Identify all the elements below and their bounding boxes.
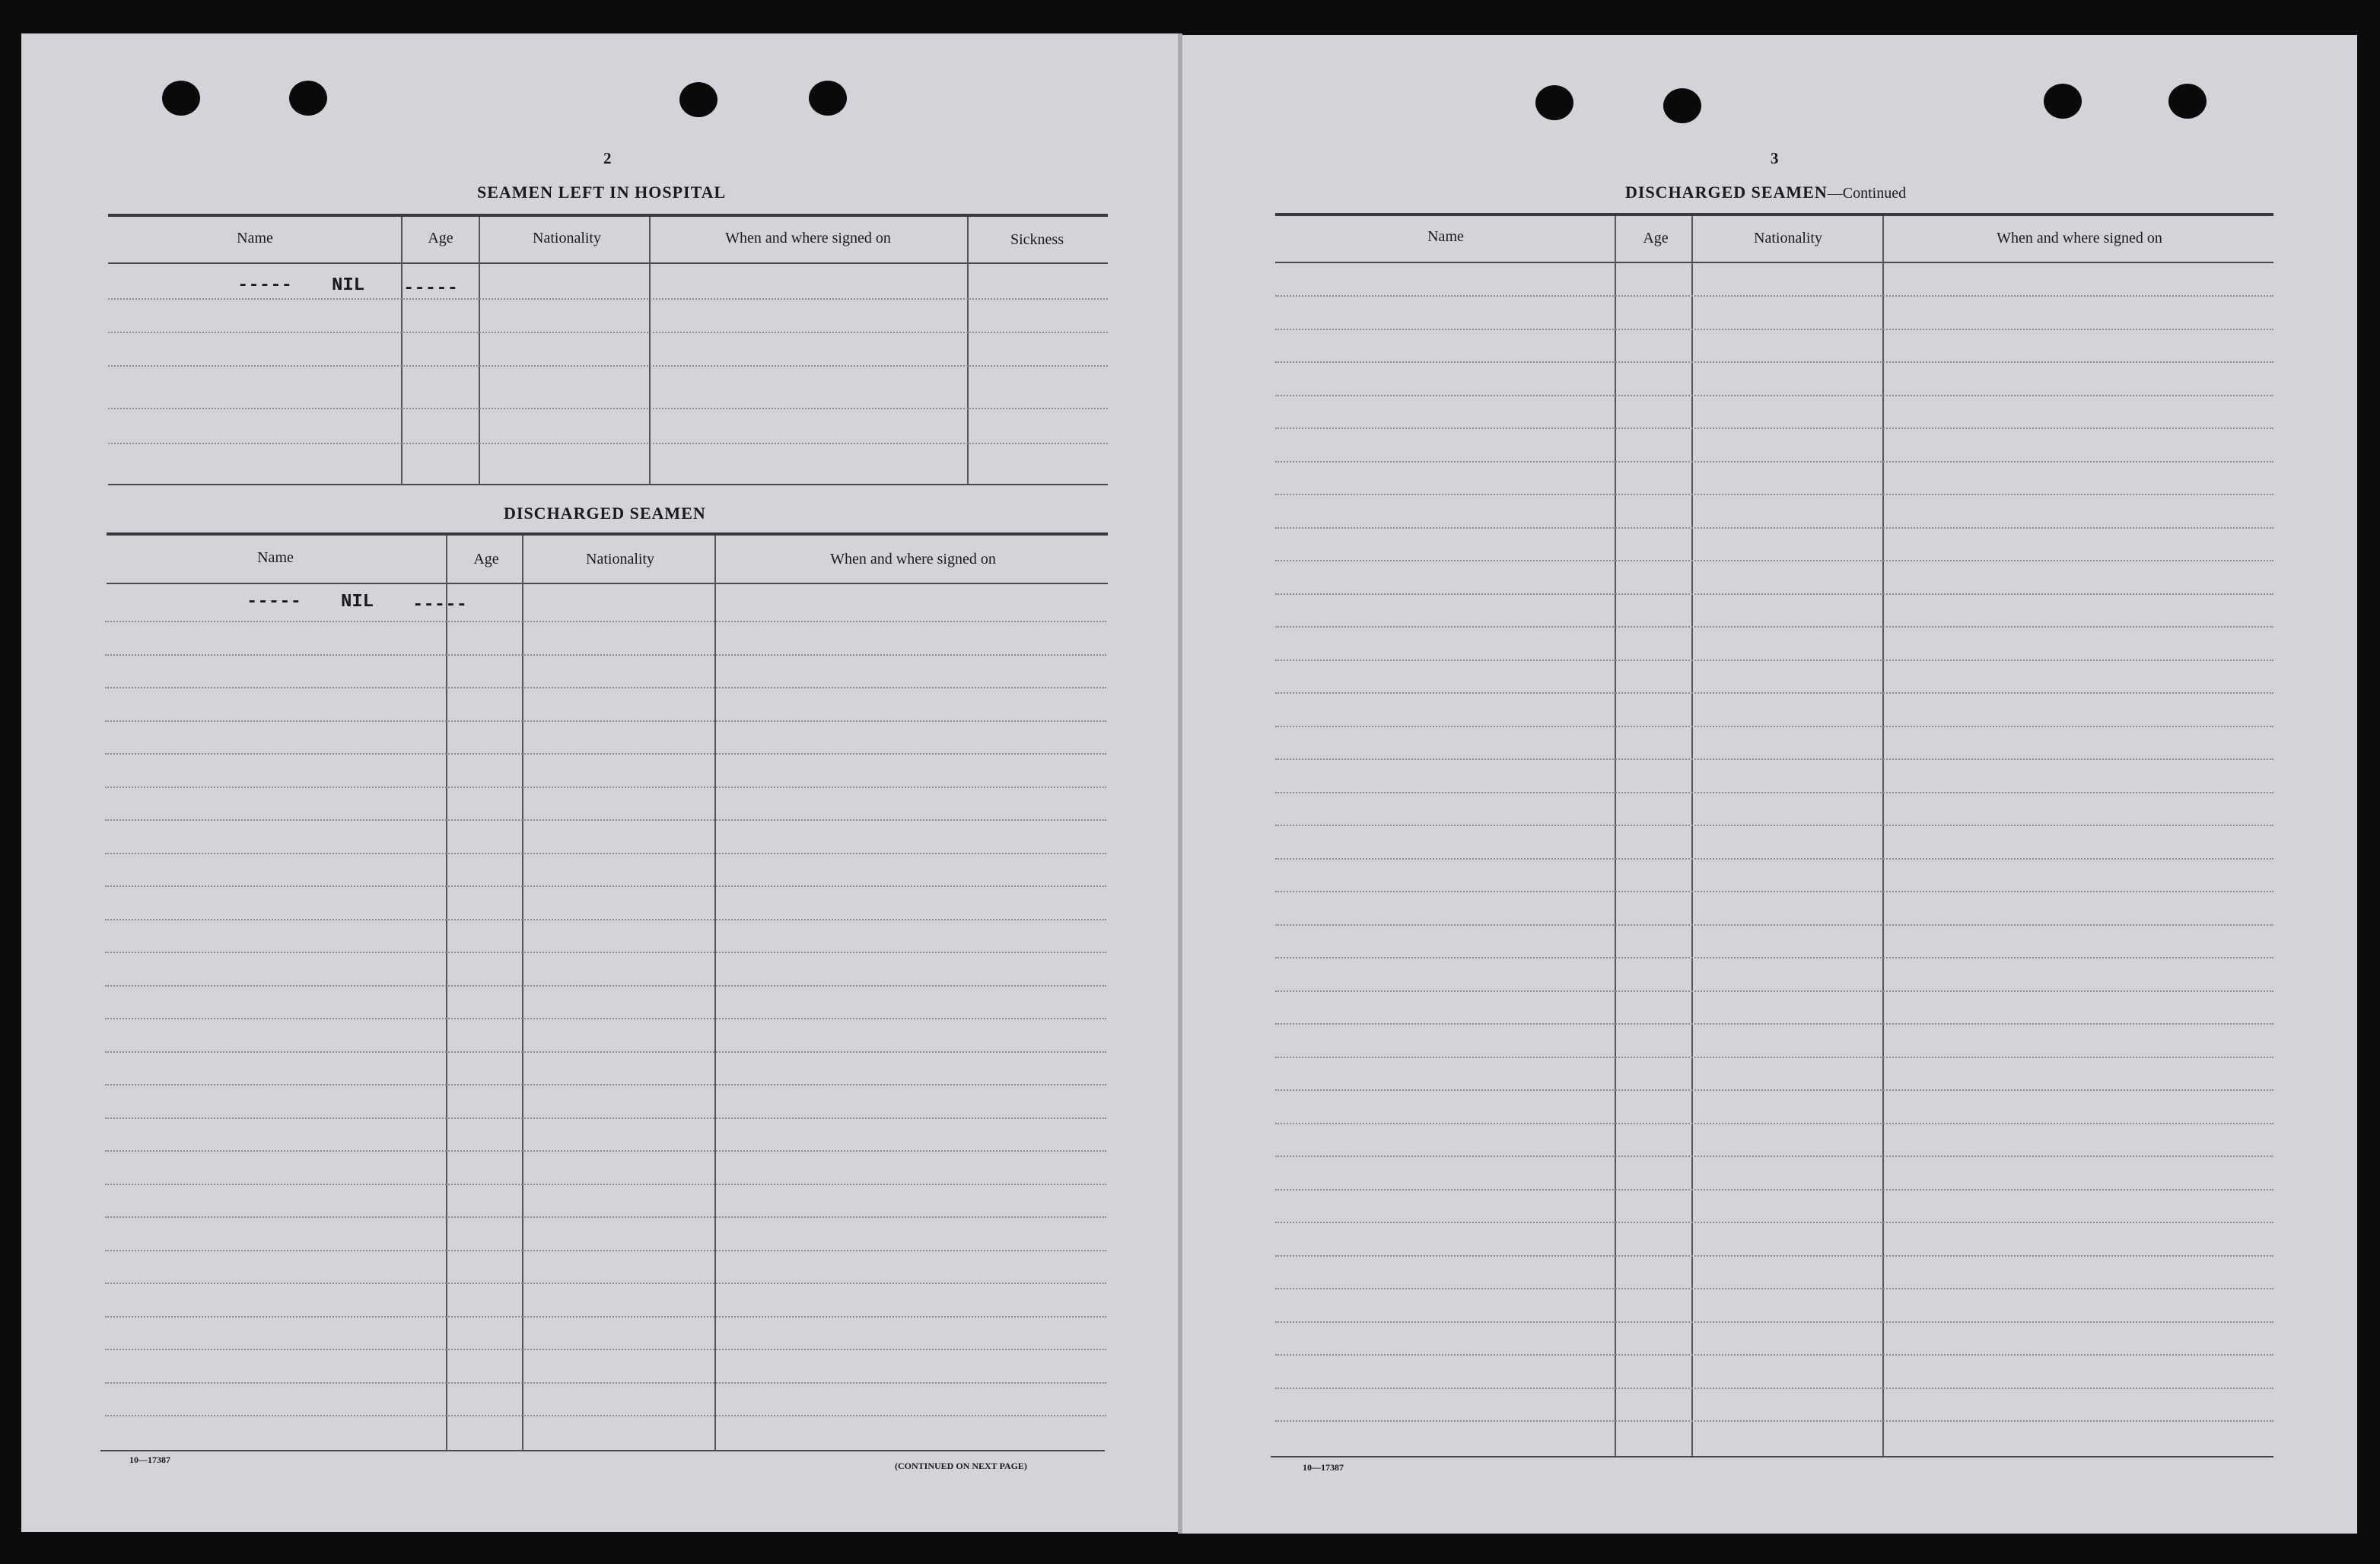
ruled-line	[105, 985, 1106, 987]
table-rule	[108, 262, 1108, 264]
ruled-line	[1275, 1388, 2273, 1389]
ruled-line	[1275, 758, 2273, 760]
punch-hole	[162, 81, 200, 116]
column-header-name: Name	[237, 230, 273, 246]
ruled-line	[1275, 1222, 2273, 1223]
table-rule	[108, 484, 1108, 485]
ruled-line	[1275, 361, 2273, 363]
ruled-line	[1275, 726, 2273, 727]
ruled-line	[1275, 1057, 2273, 1058]
ruled-line	[1275, 494, 2273, 495]
typed-nil: NIL	[332, 275, 365, 296]
column-header-name: Name	[257, 549, 294, 566]
ruled-line	[1275, 295, 2273, 297]
ruled-line	[1275, 1321, 2273, 1323]
right-page	[1181, 35, 2357, 1534]
discharged-section-title: DISCHARGED SEAMEN	[504, 504, 706, 523]
column-header-nationality: Nationality	[1754, 230, 1822, 246]
ruled-line	[1275, 792, 2273, 793]
hospital-section-title: SEAMEN LEFT IN HOSPITAL	[477, 183, 727, 202]
ruled-line	[105, 1382, 1106, 1384]
column-header-nationality: Nationality	[586, 551, 654, 567]
ruled-line	[105, 1018, 1106, 1019]
typed-nil: NIL	[341, 592, 374, 612]
ruled-line	[105, 853, 1106, 854]
punch-hole	[2044, 84, 2082, 119]
ruled-line	[105, 1216, 1106, 1218]
ruled-line	[1275, 1156, 2273, 1157]
table-rule	[108, 214, 1108, 217]
column-divider	[649, 217, 651, 485]
ruled-line	[1275, 428, 2273, 429]
punch-hole	[809, 81, 847, 116]
ruled-line	[105, 1150, 1106, 1152]
ruled-line	[1275, 1189, 2273, 1190]
ruled-line	[1275, 1089, 2273, 1091]
column-header-age: Age	[1643, 230, 1669, 246]
typed-dashes: -----	[403, 278, 459, 299]
typed-dashes: -----	[237, 275, 293, 296]
ruled-line	[1275, 990, 2273, 992]
ruled-line	[1275, 858, 2273, 860]
page-fold	[1178, 33, 1182, 1534]
ruled-line	[108, 365, 1108, 367]
ruled-line	[105, 687, 1106, 688]
ruled-line	[1275, 461, 2273, 463]
punch-hole	[679, 82, 718, 117]
table-rule	[1275, 213, 2273, 216]
ruled-line	[1275, 527, 2273, 529]
column-divider	[967, 217, 969, 485]
ruled-line	[1275, 1255, 2273, 1257]
column-header-signed-on: When and where signed on	[830, 551, 996, 567]
table-rule	[107, 532, 1108, 536]
column-divider	[479, 217, 480, 485]
ruled-line	[105, 1283, 1106, 1284]
ruled-line	[1275, 1288, 2273, 1289]
ruled-line	[105, 919, 1106, 920]
ruled-line	[1275, 626, 2273, 628]
ruled-line	[105, 1051, 1106, 1053]
table-rule	[1271, 1456, 2273, 1458]
title-text: DISCHARGED SEAMEN	[1625, 183, 1828, 202]
ruled-line	[105, 720, 1106, 722]
ruled-line	[105, 787, 1106, 788]
column-divider	[522, 536, 523, 1450]
ruled-line	[1275, 825, 2273, 826]
column-header-nationality: Nationality	[533, 230, 601, 246]
ruled-line	[1275, 329, 2273, 330]
table-rule	[1275, 262, 2273, 263]
ruled-line	[1275, 1354, 2273, 1356]
column-header-sickness: Sickness	[1010, 231, 1064, 248]
column-header-signed-on: When and where signed on	[725, 230, 891, 246]
column-divider	[1882, 216, 1884, 1456]
discharged-continued-title	[1625, 183, 1906, 202]
column-divider	[446, 536, 447, 1450]
form-code: 10—17387	[129, 1454, 170, 1465]
ruled-line	[105, 1084, 1106, 1086]
form-code: 10—17387	[1303, 1462, 1344, 1473]
ruled-line	[105, 1316, 1106, 1318]
column-header-signed-on: When and where signed on	[1997, 230, 2162, 246]
ruled-line	[1275, 957, 2273, 958]
column-divider	[1615, 216, 1616, 1456]
ruled-line	[108, 408, 1108, 409]
ruled-line	[1275, 1023, 2273, 1025]
ruled-line	[1275, 1420, 2273, 1422]
punch-hole	[2168, 84, 2207, 119]
column-divider	[714, 536, 716, 1450]
ruled-line	[105, 1250, 1106, 1251]
punch-hole	[1663, 88, 1701, 123]
ruled-line	[105, 1184, 1106, 1185]
ruled-line	[105, 1349, 1106, 1350]
column-header-age: Age	[473, 551, 499, 567]
ruled-line	[105, 654, 1106, 656]
ruled-line	[105, 952, 1106, 953]
column-header-age: Age	[428, 230, 453, 246]
column-header-name: Name	[1427, 228, 1464, 245]
table-rule	[107, 583, 1108, 584]
typed-dashes: -----	[247, 592, 302, 612]
ruled-line	[1275, 560, 2273, 561]
ruled-line	[105, 885, 1106, 887]
title-suffix: —Continued	[1827, 185, 1907, 202]
punch-hole	[289, 81, 327, 116]
ruled-line	[105, 1415, 1106, 1416]
ruled-line	[105, 1117, 1106, 1119]
ruled-line	[108, 298, 1108, 300]
ruled-line	[108, 443, 1108, 444]
page-number: 2	[603, 149, 612, 167]
ruled-line	[105, 621, 1106, 622]
column-divider	[1691, 216, 1693, 1456]
ruled-line	[1275, 692, 2273, 694]
page-number: 3	[1771, 149, 1779, 167]
ruled-line	[1275, 924, 2273, 926]
continued-note: (CONTINUED ON NEXT PAGE)	[895, 1461, 1027, 1471]
ruled-line	[105, 819, 1106, 821]
ruled-line	[1275, 593, 2273, 595]
ruled-line	[108, 332, 1108, 333]
punch-hole	[1535, 85, 1573, 120]
typed-dashes: -----	[412, 595, 468, 615]
ruled-line	[1275, 1123, 2273, 1124]
column-divider	[401, 217, 402, 485]
ruled-line	[1275, 395, 2273, 396]
ruled-line	[105, 753, 1106, 755]
ruled-line	[1275, 660, 2273, 661]
left-page	[21, 33, 1178, 1532]
ruled-line	[1275, 891, 2273, 892]
table-rule	[100, 1450, 1105, 1451]
